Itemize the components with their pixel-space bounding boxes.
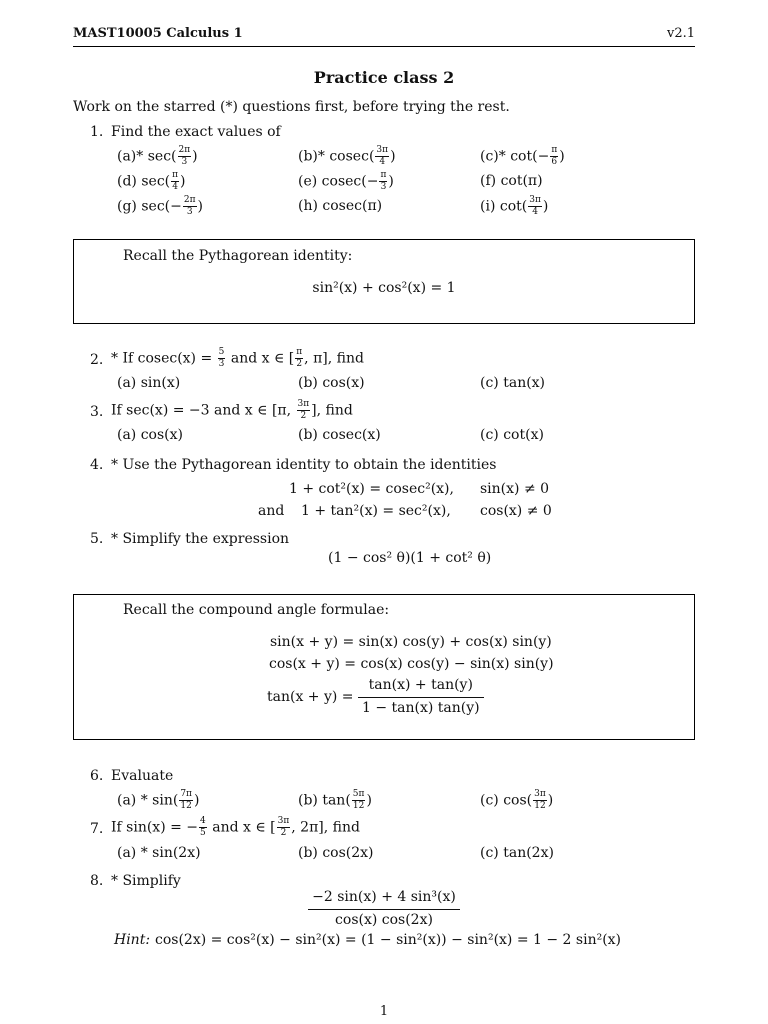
q1-part-a: (a)* sec( $\frac{2\pi}{3}$ ) xyxy=(117,145,198,167)
header-rule xyxy=(73,46,695,47)
q3-part-c: (c) cot(x) xyxy=(480,427,544,443)
box2-intro: Recall the compound angle formulae: xyxy=(123,602,390,618)
hint-text: cos(2x) = cos²(x) − sin²(x) = (1 − sin²(x)) − sin²(x) = 1 − 2 sin²(x) xyxy=(155,932,622,948)
q8-number: 8. xyxy=(90,873,104,889)
q6-part-b: (b) tan( $\frac{5\pi}{12}$ ) xyxy=(298,789,372,811)
page-title: Practice class 2 xyxy=(313,68,455,87)
pythagorean-identity: sin²(x) + cos²(x) = 1 xyxy=(312,280,456,296)
q7-text: If sin(x) = − $\frac{4}{5}$ and x ∈ [ $\frac{3\pi}{2}$ , 2π], find xyxy=(111,816,360,838)
q5-expression: (1 − cos² θ)(1 + cot² θ) xyxy=(328,550,492,566)
q1-part-g: (g) sec(− $\frac{2\pi}{3}$ ) xyxy=(117,195,203,217)
q6-number: 6. xyxy=(90,768,104,784)
q1-part-i: (i) cot( $\frac{3\pi}{4}$ ) xyxy=(480,195,549,217)
q2-part-b: (b) cos(x) xyxy=(298,375,365,391)
q3-part-b: (b) cosec(x) xyxy=(298,427,381,443)
q6-text: Evaluate xyxy=(111,768,174,784)
tan-sum-formula: tan(x + y) = $\frac{\tan(x) + \tan(y)}{1 - \tan(x) \tan(y)}$ xyxy=(267,677,484,717)
pythagorean-box xyxy=(73,239,695,324)
q1-text: Find the exact values of xyxy=(111,124,281,140)
q1-part-f: (f) cot(π) xyxy=(480,173,543,189)
box1-intro: Recall the Pythagorean identity: xyxy=(123,248,353,264)
q1-part-b: (b)* cosec( $\frac{3\pi}{4}$ ) xyxy=(298,145,396,167)
q4-condition-1: sin(x) ≠ 0 xyxy=(480,481,550,497)
q6-part-c: (c) cos( $\frac{3\pi}{12}$ ) xyxy=(480,789,554,811)
version-label: v2.1 xyxy=(666,26,695,41)
q2-part-c: (c) tan(x) xyxy=(480,375,546,391)
q1-part-c: (c)* cot(− $\frac{\pi}{6}$ ) xyxy=(480,145,565,167)
compound-angle-box xyxy=(73,594,695,740)
cos-sum-formula: cos(x + y) = cos(x) cos(y) − sin(x) sin(y) xyxy=(269,656,554,672)
q1-part-d: (d) sec( $\frac{\pi}{4}$ ) xyxy=(117,170,186,192)
q2-number: 2. xyxy=(90,352,104,368)
q1-number: 1. xyxy=(90,124,104,140)
q6-part-a: (a) * sin( $\frac{7\pi}{12}$ ) xyxy=(117,789,200,811)
q1-part-h: (h) cosec(π) xyxy=(298,198,383,214)
q3-text: If sec(x) = −3 and x ∈ [π, $\frac{3\pi}{2}$ ], find xyxy=(111,399,353,421)
q5-text: * Simplify the expression xyxy=(111,531,290,547)
intro-text: Work on the starred (*) questions first, before trying the rest. xyxy=(73,99,510,115)
course-code: MAST10005 Calculus 1 xyxy=(73,26,243,41)
q4-number: 4. xyxy=(90,457,104,473)
q4-and: and xyxy=(258,503,285,519)
q2-part-a: (a) sin(x) xyxy=(117,375,181,391)
page-number: 1 xyxy=(379,1004,389,1019)
q3-number: 3. xyxy=(90,404,104,420)
q7-part-c: (c) tan(2x) xyxy=(480,845,554,861)
q4-condition-2: cos(x) ≠ 0 xyxy=(480,503,552,519)
q7-part-b: (b) cos(2x) xyxy=(298,845,374,861)
hint-label: Hint: xyxy=(114,932,151,948)
q4-text: * Use the Pythagorean identity to obtain the identities xyxy=(111,457,497,473)
q1-part-e: (e) cosec(− $\frac{\pi}{3}$ ) xyxy=(298,170,394,192)
q7-part-a: (a) * sin(2x) xyxy=(117,845,201,861)
q4-identity-1: 1 + cot²(x) = cosec²(x), xyxy=(289,481,454,497)
q7-number: 7. xyxy=(90,821,104,837)
q8-expression: $\frac{\text{−2 sin(x) + 4 sin³(x)}}{\cos(x) \cos(2x)}$ xyxy=(0,889,768,929)
sin-sum-formula: sin(x + y) = sin(x) cos(y) + cos(x) sin(y) xyxy=(270,634,552,650)
q4-identity-2: 1 + tan²(x) = sec²(x), xyxy=(301,503,451,519)
q8-text: * Simplify xyxy=(111,873,181,889)
q3-part-a: (a) cos(x) xyxy=(117,427,183,443)
q2-text: * If cosec(x) = $\frac{5}{3}$ and x ∈ [ $\frac{\pi}{2}$ , π], find xyxy=(111,347,364,369)
q5-number: 5. xyxy=(90,531,104,547)
